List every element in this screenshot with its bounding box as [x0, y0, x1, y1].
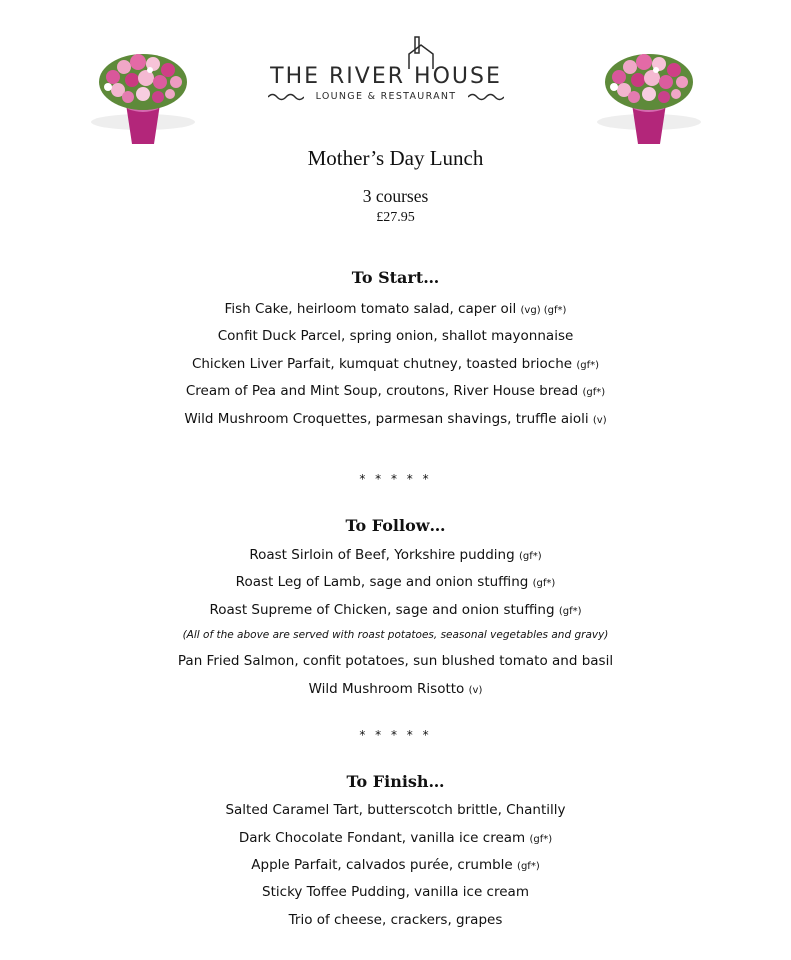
section-divider: * * * * *: [359, 472, 432, 486]
menu-item: Chicken Liver Parfait, kumquat chutney, toasted brioche (gf*): [191, 356, 600, 372]
flower-bouquet-icon: [88, 42, 198, 152]
section-heading-starters: To Start…: [351, 268, 440, 287]
wave-ornament-icon: [468, 92, 504, 102]
menu-item: Trio of cheese, crackers, grapes: [288, 912, 503, 928]
menu-item: Pan Fried Salmon, confit potatoes, sun blushed tomato and basil: [177, 653, 614, 669]
section-heading-mains: To Follow…: [345, 516, 446, 535]
menu-item: Roast Sirloin of Beef, Yorkshire pudding (gf*): [249, 547, 542, 563]
brand-logo: [266, 36, 506, 106]
section-divider: * * * * *: [359, 728, 432, 742]
serving-note: (All of the above are served with roast potatoes, seasonal vegetables and gravy): [182, 629, 609, 641]
section-heading-desserts: To Finish…: [346, 772, 445, 791]
brand-name: THE RIVER HOUSE: [270, 64, 502, 89]
menu-item: Confit Duck Parcel, spring onion, shallot mayonnaise: [217, 328, 574, 344]
menu-item: Roast Supreme of Chicken, sage and onion stuffing (gf*): [209, 602, 582, 618]
menu-item: Wild Mushroom Risotto (v): [308, 681, 483, 697]
menu-item: Wild Mushroom Croquettes, parmesan shavings, truffle aioli (v): [184, 411, 607, 427]
menu-item: Roast Leg of Lamb, sage and onion stuffing (gf*): [235, 574, 556, 590]
course-count: 3 courses: [362, 186, 429, 206]
menu-item: Cream of Pea and Mint Soup, croutons, River House bread (gf*): [185, 383, 606, 399]
menu-title: Mother’s Day Lunch: [307, 146, 484, 170]
flower-bouquet-icon: [594, 42, 704, 152]
menu-item: Apple Parfait, calvados purée, crumble (gf*): [251, 857, 540, 873]
menu-item: Dark Chocolate Fondant, vanilla ice cream (gf*): [238, 830, 553, 846]
menu-item: Fish Cake, heirloom tomato salad, caper oil (vg) (gf*): [224, 301, 567, 317]
brand-tagline: LOUNGE & RESTAURANT: [315, 91, 457, 102]
menu-item: Salted Caramel Tart, butterscotch brittle, Chantilly: [225, 802, 566, 818]
menu-item: Sticky Toffee Pudding, vanilla ice cream: [262, 884, 529, 900]
menu-price: £27.95: [376, 210, 415, 225]
